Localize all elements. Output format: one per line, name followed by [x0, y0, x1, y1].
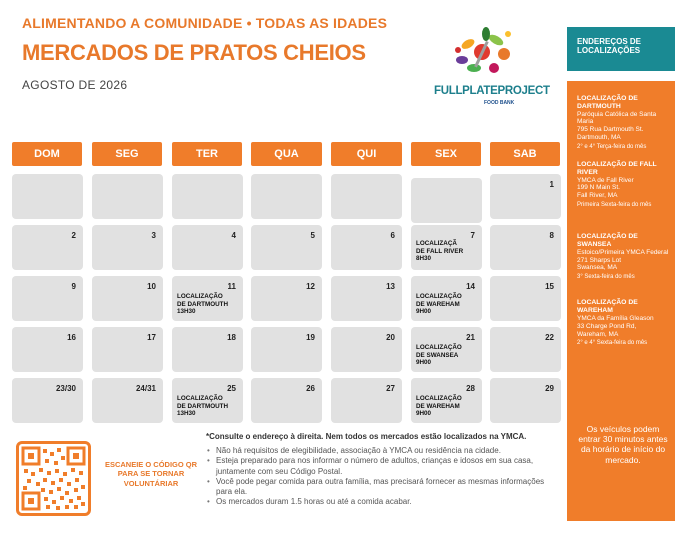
location-schedule: Primeira Sexta-feira do mês: [577, 202, 652, 209]
month-label: AGOSTO DE 2026: [22, 78, 128, 92]
note-item: • Esteja preparado para nos informar o número de adultos, crianças e idosos em sua casa, juntamente com seu Código Postal.: [216, 456, 561, 476]
location-fall-river: [577, 161, 669, 209]
calendar-day: [411, 225, 482, 270]
day-number: 16: [67, 333, 76, 342]
calendar-day: [490, 174, 561, 219]
market-event: LOCALIZAÇÃO DE DARTMOUTH 13H30: [177, 293, 229, 316]
day-number: 29: [545, 384, 554, 393]
location-line: YMCA de Fall River: [577, 176, 634, 184]
location-dartmouth: [577, 95, 669, 151]
location-heading: LOCALIZAÇÃO DE WAREHAM: [577, 299, 638, 315]
calendar-day: [172, 225, 243, 270]
calendar-day: [331, 378, 402, 423]
location-heading: LOCALIZAÇÃO DE SWANSEA: [577, 233, 638, 249]
location-line: Dartmouth, MA: [577, 134, 621, 142]
calendar-day: [172, 378, 243, 423]
day-number: 21: [466, 333, 475, 342]
qr-volunteer-text: ESCANEIE O CÓDIGO QR PARA SE TORNAR VOLUNTÁRIAR: [104, 460, 198, 488]
calendar-day: [331, 174, 402, 219]
calendar-day: [251, 174, 322, 219]
calendar-day: [490, 378, 561, 423]
logo-wordmark: FULLPLATEPROJECT: [434, 85, 550, 97]
location-line: 199 N Main St.: [577, 184, 620, 192]
calendar-day: [331, 276, 402, 321]
day-number: 4: [231, 231, 236, 240]
location-schedule: 3° Sexta-feira do mês: [577, 274, 635, 281]
calendar-day: [92, 378, 163, 423]
market-event: LOCALIZAÇÃO DE WAREHAM 9H00: [416, 293, 462, 316]
day-header-sat: SAB: [490, 142, 560, 166]
calendar-day: [411, 327, 482, 372]
tagline: ALIMENTANDO A COMUNIDADE • TODAS AS IDADES: [22, 15, 388, 31]
location-schedule: 2° e 4° Sexta-feira do mês: [577, 340, 648, 347]
day-number: 13: [386, 282, 395, 291]
day-number: 3: [151, 231, 156, 240]
calendar-day: [92, 174, 163, 219]
location-line: Estoico/Primeira YMCA Federal: [577, 248, 669, 256]
day-number: 27: [386, 384, 395, 393]
market-event: LOCALIZAÇÃ DE FALL RIVER 8H30: [416, 240, 464, 263]
calendar-day: [172, 276, 243, 321]
vehicle-note: Os veículos podem entrar 30 minutos antes da horário de início do mercado.: [578, 424, 668, 465]
calendar-day: [172, 327, 243, 372]
calendar-day: [331, 225, 402, 270]
calendar-day: [12, 327, 83, 372]
calendar-day: [251, 327, 322, 372]
calendar-day: [490, 327, 561, 372]
notes-heading: *Consulte o endereço à direita. Nem todos os mercados estão localizados na YMCA.: [206, 432, 527, 441]
calendar-day: [251, 276, 322, 321]
calendar-day: [411, 276, 482, 321]
location-line: Paróquia Católica de Santa Maria: [577, 110, 657, 126]
day-number: 25: [227, 384, 236, 393]
day-number: 11: [227, 282, 236, 291]
calendar-day: [172, 174, 243, 219]
day-number: 26: [306, 384, 315, 393]
org-name: YMCA SOUTHCOAST: [575, 530, 667, 540]
day-number: 19: [306, 333, 315, 342]
qr-code-icon: [19, 444, 88, 513]
day-number: 18: [227, 333, 236, 342]
day-number: 2: [71, 231, 76, 240]
locations-sidebar: [567, 27, 675, 556]
day-header-wed: QUA: [251, 142, 322, 166]
calendar-day: [490, 276, 561, 321]
location-line: Wareham, MA: [577, 330, 619, 338]
day-number: 9: [71, 282, 76, 291]
day-number: 15: [545, 282, 554, 291]
day-number: 17: [147, 333, 156, 342]
market-event: LOCALIZAÇÃO DE SWANSEA 9H00: [416, 344, 462, 367]
note-item: • Não há requisitos de elegibilidade, associação à YMCA ou residência na cidade.: [216, 446, 561, 456]
location-heading: LOCALIZAÇÃO DE FALL RIVER: [577, 161, 657, 176]
note-item: • Os mercados duram 1.5 horas ou até a comida acabar.: [216, 497, 561, 507]
day-number: 10: [147, 282, 156, 291]
calendar-day: [92, 225, 163, 270]
calendar-day: [92, 327, 163, 372]
calendar-day: [490, 225, 561, 270]
day-header-fri: SEX: [411, 142, 481, 166]
day-number: 23/30: [55, 384, 76, 393]
day-number: 12: [306, 282, 315, 291]
location-wareham: [577, 299, 669, 347]
location-line: Swansea, MA: [577, 264, 618, 272]
market-event: LOCALIZAÇÃO DE WAREHAM 9H00: [416, 395, 462, 418]
day-number: 1: [549, 180, 554, 189]
calendar-day: [251, 225, 322, 270]
day-number: 14: [466, 282, 475, 291]
market-event: LOCALIZAÇÃO DE DARTMOUTH 13H30: [177, 395, 229, 418]
calendar-day: [92, 276, 163, 321]
day-header-sun: DOM: [12, 142, 82, 166]
calendar-day: [411, 178, 482, 223]
day-number: 5: [310, 231, 315, 240]
calendar-day: [12, 276, 83, 321]
location-swansea: [577, 233, 669, 281]
notes-section: [206, 432, 561, 508]
calendar-day: [12, 174, 83, 219]
org-url: YMCASC.ORG: [589, 546, 652, 556]
volunteer-qr-code[interactable]: [16, 441, 91, 516]
calendar-day: [251, 378, 322, 423]
food-bank-label: FOOD BANK: [484, 100, 515, 106]
location-line: 795 Rua Dartmouth St.: [577, 126, 644, 134]
day-number: 28: [466, 384, 475, 393]
location-line: 33 Charge Pond Rd,: [577, 322, 637, 330]
calendar-day: [12, 225, 83, 270]
day-header-thu: QUI: [331, 142, 402, 166]
location-schedule: 2° e 4° Terça-feira do mês: [577, 143, 647, 150]
location-line: YMCA da Família Gleason: [577, 315, 654, 323]
location-line: Fall River, MA: [577, 192, 618, 200]
sidebar-body: [567, 81, 675, 556]
location-line: 271 Sharps Lot: [577, 256, 622, 264]
day-number: 24/31: [135, 384, 156, 393]
day-number: 22: [545, 333, 554, 342]
page-title: MERCADOS DE PRATOS CHEIOS: [22, 40, 366, 65]
calendar-day: [331, 327, 402, 372]
day-number: 7: [470, 231, 475, 240]
day-number: 6: [390, 231, 395, 240]
day-number: 20: [386, 333, 395, 342]
location-heading: LOCALIZAÇÃO DE DARTMOUTH: [577, 95, 638, 110]
day-header-tue: TER: [172, 142, 242, 166]
calendar-day: [12, 378, 83, 423]
day-number: 8: [549, 231, 554, 240]
sidebar-header: ENDEREÇOS DE LOCALIZAÇÕES: [567, 27, 675, 71]
day-header-mon: SEG: [92, 142, 162, 166]
calendar-day: [411, 378, 482, 423]
notes-list: [206, 446, 561, 507]
note-item: • Você pode pegar comida para outra família, mas precisará fornecer as mesmas informações para ela.: [216, 477, 561, 497]
